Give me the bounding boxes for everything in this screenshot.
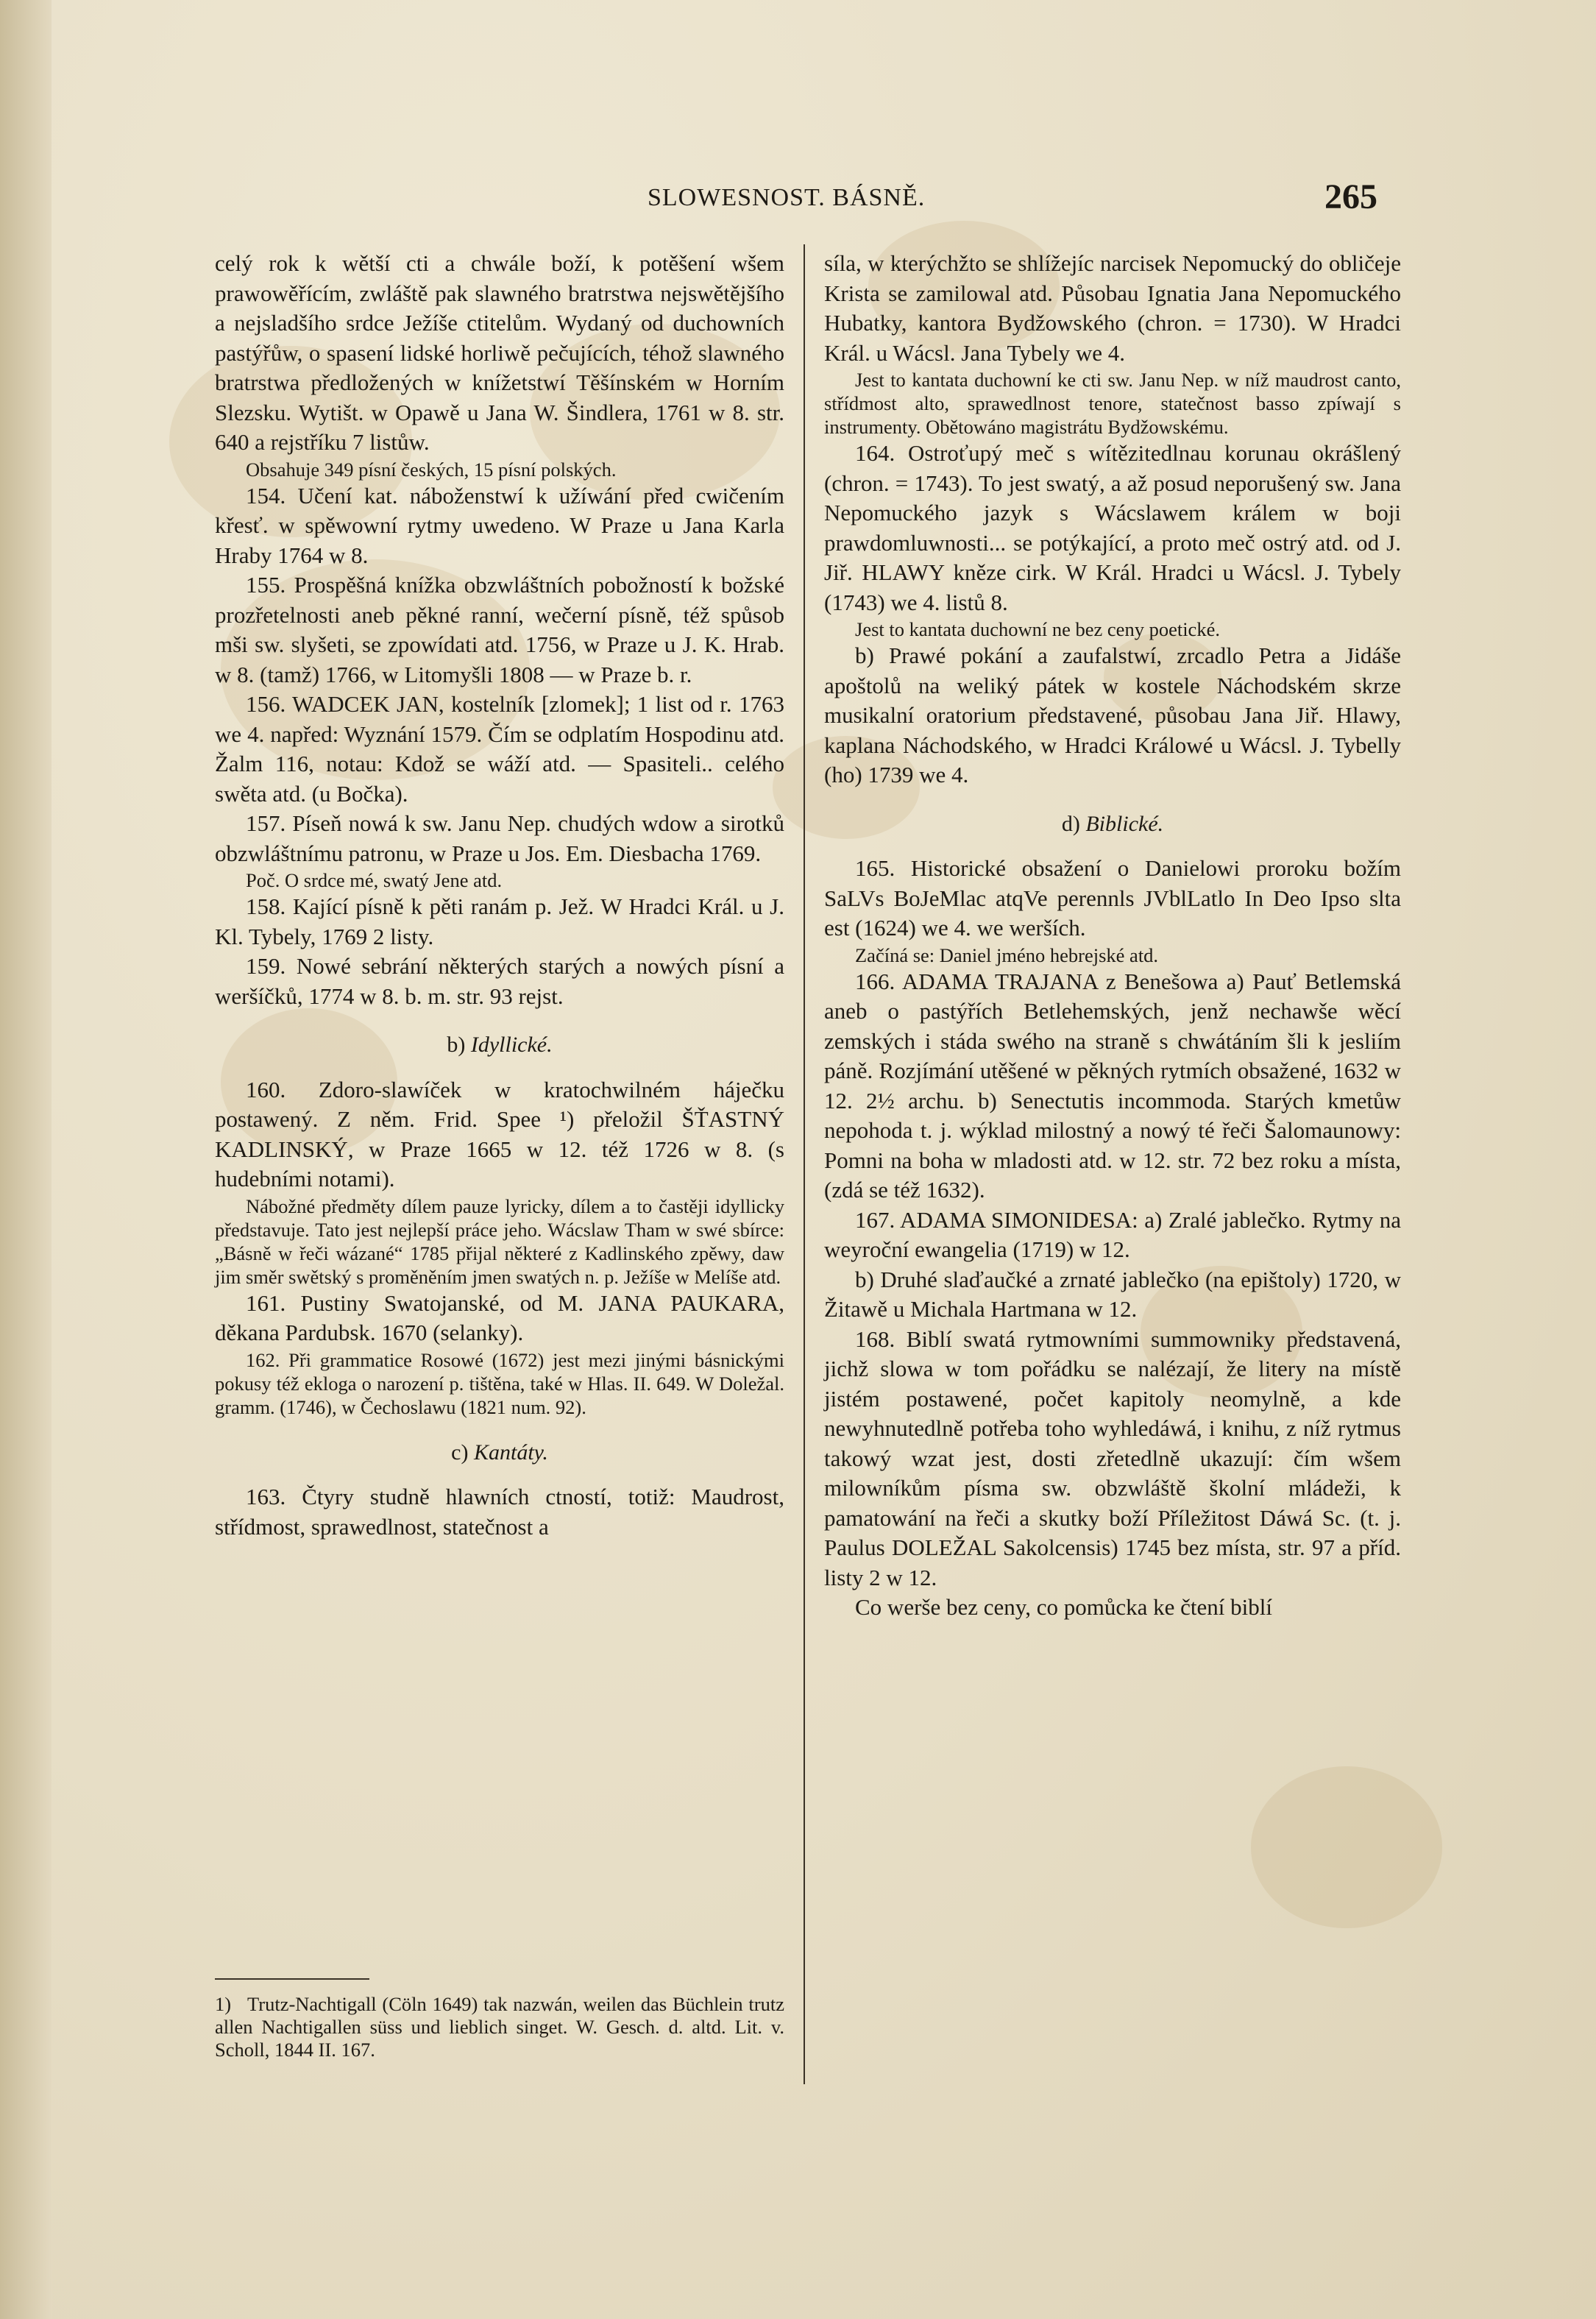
note-paragraph: 162. Při grammatice Rosowé (1672) jest mezi jinými básnickými pokusy též ekloga o narození p. tištěna, také w Hlas. II. 649. W Doležal. gramm. (1746), w Čechoslawu (1821 num. 92). (215, 1348, 784, 1418)
running-title: SLOWESNOST. BÁSNĚ. (648, 184, 926, 211)
entry-paragraph: 168. Biblí swatá rytmowními summowniky představená, jichž slowa w tom pořádku se nalézají, že litery na místě jistém postawené, počet kapitoly neomylně, a kde newyhnutedlně potřeba toho wyhledáwá, i knihu, z níž rytmus takowý wzat jest, dosti zřetedlně ukazují: čím wšem milowníkům písma sw. obzwláště školní mládeži, k pamatowání na řeči a skutky boží Příležitost Dáwá Sc. (t. j. Paulus DOLEŽAL Sakolcensis) 1745 bez místa, str. 97 a příd. listy 2 w 12. (824, 1325, 1401, 1590)
entry-paragraph: síla, w kterýchžto se shlížejíc narcisek Nepomucký do obličeje Krista se zamilowal atd. Působau Ignatia Jana Nepomuckého Hubatky, kantora Bydžowského (chron. = 1730). W Hradci Král. u Wácsl. Jana Tybely we 4. (824, 250, 1401, 366)
column-divider (804, 244, 805, 2084)
footnote-number: 1) (215, 1993, 232, 2015)
section-title: Biblické. (1085, 811, 1164, 836)
entry-paragraph: 167. ADAMA SIMONIDESA: a) Zralé jablečko. Rytmy na weyroční ewangelia (1719) w 12. (824, 1206, 1401, 1262)
entry-paragraph: 163. Čtyry studně hlawních ctností, totiž: Maudrost, střídmost, sprawedlnost, statečnost a (215, 1484, 784, 1540)
note-paragraph: Nábožné předměty dílem pauze lyricky, dílem a to častěji idyllicky představuje. Tato jest nejlepší práce jeho. Wácslaw Tham w swé sbírce: „Básně w řeči wázané“ 1785 přijal některé z Kadlinského zpěwy, daw jim směr swětský s proměněním jmen swatých n. p. Ježíše w Melíše atd. (215, 1194, 784, 1288)
entry-paragraph: 156. WADCEK JAN, kostelník [zlomek]; 1 list od r. 1763 we 4. napřed: Wyznání 1579. Čím se odplatím Hospodinu atd. Žalm 116, notau: Kdož se wáží atd. — Spasiteli.. celého swěta atd. (u Bočka). (215, 691, 784, 807)
entry-paragraph: 161. Pustiny Swatojanské, od M. JANA PAUKARA, děkana Pardubsk. 1670 (selanky). (215, 1289, 784, 1345)
entry-paragraph: 155. Prospěšná knížka obzwláštních pobožností k božské prozřetelnosti aneb pěkné ranní, wečerní písně, též spůsob mši sw. slyšeti, se zpowídati atd. 1756, w Praze u J. K. Hrab. w 8. (tamž) 1766, w Litomyšli 1808 — w Praze b. r. (215, 572, 784, 687)
note-paragraph: Obsahuje 349 písní českých, 15 písní polských. (246, 458, 617, 481)
section-title: Idyllické. (470, 1033, 553, 1057)
entry-paragraph: 157. Píseň nowá k sw. Janu Nep. chudých wdow a sirotků obzwláštnímu patronu, w Praze u Jos. Em. Diesbacha 1769. (215, 810, 784, 866)
note-paragraph: Jest to kantata duchowní ne bez ceny poetické. (855, 618, 1220, 640)
entry-paragraph: 164. Ostroťupý meč s wítězitedlnau korunau okrášlený (chron. = 1743). To jest swatý, a až posud neporušený sw. Jana Nepomuckého jazyk s Wácslawem králem w boji prawdomluwnosti... se potýkající, a proto meč ostrý atd. od J. Jiř. HLAWY kněze cirk. W Král. Hradci u Wácsl. J. Tybely (1743) we 4. listů 8. (824, 440, 1401, 615)
section-heading (215, 1438, 784, 1468)
footnote (215, 1993, 784, 2061)
paper-stain (1251, 1766, 1442, 1928)
page-gutter (0, 0, 52, 2319)
right-text-column (824, 249, 1401, 1623)
footnote-rule (215, 1978, 369, 1980)
entry-paragraph: 154. Učení kat. náboženstwí k užíwání před cwičením křesť. w spěwowní rytmy uwedeno. W Praze u Jana Karla Hraby 1764 w 8. (215, 482, 784, 568)
entry-paragraph: b) Prawé pokání a zaufalstwí, zrcadlo Petra a Jidáše apoštolů na weliký pátek w kostele Náchodském skrze musikalní oratorium představené, působau Jana Jiř. Hlawy, kaplana Náchodského, w Hradci Králowé u Wácsl. J. Tybelly (ho) 1739 we 4. (824, 642, 1401, 787)
section-letter: b) (447, 1033, 466, 1057)
entry-paragraph: 160. Zdoro-slawíček w kratochwilném háječku postawený. Z něm. Frid. Spee ¹) přeložil ŠŤASTNÝ KADLINSKÝ, w Praze 1665 w 12. též 1726 w 8. (s hudebními notami). (215, 1076, 784, 1192)
entry-paragraph: 166. ADAMA TRAJANA z Benešowa a) Pauť Betlemská aneb o pastýřích Betlehemských, jenž nechawše wěcí zemských i stáda swého na straně s chwátáním šli k jesliím páně. Rozjímání utěšené w pěkných rytmích obsažené, 1632 w 12. 2½ archu. b) Senectutis incommoda. Starých kmetůw nepohoda t. j. wýklad milostný a nowý té řeči Šalomaunowy: Pomni na boha w mladosti atd. w 12. str. 72 bez roku a místa, (zdá se též 1632). (824, 968, 1401, 1203)
page-number: 265 (1324, 177, 1377, 216)
left-text-column (215, 249, 784, 1542)
note-paragraph: Začíná se: Daniel jméno hebrejské atd. (855, 943, 1159, 966)
note-paragraph: Jest to kantata duchowní ke cti sw. Janu Nep. w níž maudrost canto, střídmost alto, sprawedlnost tenore, statečnost basso zpíwají s instrumenty. Obětowáno magistrátu Bydžowskému. (824, 369, 1401, 438)
entry-paragraph: 158. Kající písně k pěti ranám p. Jež. W Hradci Král. u J. Kl. Tybely, 1769 2 listy. (215, 893, 784, 949)
footnote-text: Trutz-Nachtigall (Cöln 1649) tak nazwán, weilen das Büchlein trutz allen Nachtigallen süss und lieblich singet. W. Gesch. d. altd. Lit. v. Scholl, 1844 II. 167. (215, 1993, 784, 2061)
section-heading (215, 1030, 784, 1061)
section-heading (824, 810, 1401, 840)
section-title: Kantáty. (473, 1440, 548, 1465)
section-letter: d) (1061, 811, 1080, 836)
note-paragraph: Poč. O srdce mé, swatý Jene atd. (246, 869, 503, 891)
entry-paragraph: celý rok k wětší cti a chwále boží, k potěšení wšem prawowěřícím, zwláště pak slawného bratrstwa nejswětějšího a nejsladšího srdce Ježíše ctitelům. Wydaný od duchowních pastýřůw, o spasení lidské horliwě pečujících, téhož slawného bratrstwa předložených w knížetstwí Těšínském w Horním Slezsku. Wytišt. w Opawě u Jana W. Šindlera, 1761 w 8. str. 640 a rejstříku 7 listůw. (215, 250, 784, 455)
entry-paragraph: Co werše bez ceny, co pomůcka ke čtení biblí (855, 1594, 1272, 1620)
entry-paragraph: 165. Historické obsažení o Danielowi proroku božím SaLVs BoJeMlac atqVe perennls JVblLatlo In Deo Ipso slta est (1624) we 4. we werších. (824, 855, 1401, 941)
page-header (0, 177, 1596, 225)
entry-paragraph: 159. Nowé sebrání některých starých a nowých písní a weršíčků, 1774 w 8. b. m. str. 93 rejst. (215, 953, 784, 1009)
entry-paragraph: b) Druhé slaďaučké a zrnaté jablečko (na epištoly) 1720, w Žitawě u Michala Hartmana w 12. (824, 1266, 1401, 1322)
section-letter: c) (451, 1440, 469, 1465)
